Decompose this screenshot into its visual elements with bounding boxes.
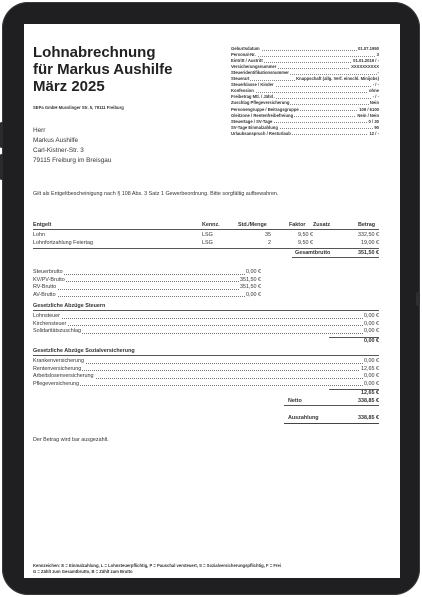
info-value: 01.07.1950: [358, 46, 379, 51]
entgelt-rule: [33, 248, 379, 249]
brutto-value: 0,00 €: [246, 269, 261, 275]
camera-notch: [416, 292, 420, 306]
dotted-leader: [33, 333, 379, 334]
dotted-leader: [33, 318, 379, 319]
info-value: 90: [374, 124, 379, 130]
sozial-row: [33, 366, 379, 373]
brutto-label: AV-Brutto: [33, 291, 56, 298]
gesamtbrutto-rule: [292, 257, 379, 258]
info-label: Versicherungsnummer: [231, 64, 277, 70]
col-header-faktor: Faktor: [289, 222, 306, 228]
steuer-value: 0,00 €: [364, 328, 379, 335]
info-row: [231, 100, 379, 106]
tablet-frame: [2, 2, 420, 595]
gesamtbrutto-value: 351,50 €: [358, 250, 379, 256]
auszahlung-label: Auszahlung: [288, 415, 319, 421]
info-label: Personengruppe / Beitragsgruppe: [231, 106, 299, 112]
sozial-row: [33, 358, 379, 365]
steuer-row: [33, 313, 379, 320]
dotted-leader: [33, 385, 379, 386]
payment-note: Der Betrag wird bar ausgezahlt.: [33, 437, 109, 443]
brutto-row: [33, 277, 261, 284]
sozial-label: Pflegeversicherung: [33, 380, 80, 387]
col-header-entgelt: Entgelt: [33, 222, 52, 228]
brutto-value: 351,50 €: [240, 284, 261, 291]
info-row: [231, 94, 379, 100]
entgelt-betrag: 19,00 €: [361, 240, 379, 246]
info-row: [231, 119, 379, 125]
steuer-label: Kirchensteuer: [33, 320, 67, 327]
recipient-city: 79115 Freiburg im Breisgau: [33, 157, 112, 164]
brutto-row: [33, 284, 261, 291]
brutto-label: RV-Brutto: [33, 284, 57, 291]
info-value: Nein: [369, 100, 379, 106]
info-row: [231, 46, 379, 52]
volume-down-button: [0, 154, 3, 180]
info-label: Eintritt / Austritt: [231, 58, 263, 64]
info-value: 3: [376, 52, 379, 58]
info-label: Steueridentifikationsnummer: [231, 70, 289, 76]
certificate-notice: Gilt als Entgeltbescheinigung nach § 108 Abs. 3 Satz 1 Gewerbeordnung. Bitte sorgfältig aufbewahren.: [33, 191, 279, 197]
info-row: [231, 107, 379, 113]
info-label: Geburtsdatum: [231, 46, 260, 51]
info-label: Konfession: [231, 88, 254, 94]
steuern-total: 0,00 €: [364, 338, 379, 344]
recipient-street: Carl-Kistner-Str. 3: [33, 147, 84, 154]
brutto-value: 0,00 €: [246, 291, 261, 298]
info-value: XXXXXXXXXX: [351, 64, 379, 70]
info-value: 01.01.2019 / -: [353, 58, 379, 64]
footer-legend-1: Kennzeichen: E = Einmalzahlung, L = Lohnsteuerpflichtig, P = Pauschal versteuert, S = Sozialversicherungspflichtig, F = Frei: [33, 563, 282, 568]
gesamtbrutto-label: Gesamtbrutto: [295, 250, 331, 256]
header-rule: [33, 229, 379, 230]
sozial-label: Arbeitslosenversicherung: [33, 373, 94, 380]
info-label: Personal-Nr.: [231, 52, 256, 58]
dotted-leader: [33, 274, 261, 275]
brutto-row: [33, 269, 261, 276]
sozial-value: 0,00 €: [364, 380, 379, 387]
info-label: Urlaubsanspruch / Resturlaub: [231, 130, 291, 136]
brutto-label: KV/PV-Brutto: [33, 276, 65, 283]
steuer-value: 0,00 €: [364, 320, 379, 327]
info-value: Nein / Nein: [357, 112, 379, 118]
sozial-label: Krankenversicherung: [33, 358, 84, 364]
col-header-betrag: Betrag: [358, 222, 376, 228]
info-label: Gleitzone / Rentenfreibefreiung: [231, 112, 294, 118]
info-value: - / -: [372, 94, 379, 100]
info-label: SV-Tage Einmalzahlung: [231, 124, 278, 130]
brutto-row: [33, 292, 261, 299]
netto-value: 338,85 €: [358, 398, 379, 404]
info-value: - / -: [372, 82, 379, 88]
entgelt-betrag: 332,50 €: [358, 232, 379, 238]
info-value: -: [377, 70, 379, 76]
steuern-rule: [33, 310, 379, 311]
recipient-name: Markus Aushilfe: [33, 137, 79, 144]
brutto-value: 351,50 €: [240, 276, 261, 283]
info-row: [231, 76, 379, 82]
title-line-3: März 2025: [33, 78, 105, 95]
info-row: [231, 82, 379, 88]
sozial-label: Rentenversicherung: [33, 365, 82, 372]
entgelt-faktor: 9,50 €: [298, 232, 313, 238]
info-value: 0 / 30: [368, 118, 379, 124]
info-row: [231, 52, 379, 58]
dotted-leader: [33, 325, 379, 326]
info-value: ohne: [368, 88, 379, 94]
info-value: 12 / -: [369, 130, 379, 136]
info-row: [231, 64, 379, 70]
netto-label: Netto: [288, 398, 302, 404]
sozial-row: [33, 373, 379, 380]
dotted-leader: [33, 296, 261, 297]
volume-up-button: [0, 122, 3, 148]
info-label: Zuschlag Pflegeversicherung: [231, 100, 290, 106]
steuer-label: Solidaritätszuschlag: [33, 328, 81, 335]
dotted-leader: [33, 289, 261, 290]
info-label: Steuertage / SV-Tage: [231, 118, 273, 124]
sozial-row: [33, 381, 379, 388]
col-header-zusatz: Zusatz: [313, 222, 331, 228]
steuer-value: 0,00 €: [364, 313, 379, 319]
netto-top-rule: [284, 405, 379, 406]
entgelt-name: Lohnfortzahlung Feiertag: [33, 240, 93, 246]
entgelt-std: 35: [265, 232, 271, 238]
sozial-total: 12,65 €: [361, 390, 379, 396]
title-line-1: Lohnabrechnung: [33, 44, 156, 61]
entgelt-name: Lohn: [33, 232, 45, 238]
steuern-heading: Gesetzliche Abzüge Steuern: [33, 303, 106, 309]
employer-line: SEPa GmbH Musslinger Str. 5, 79111 Freiburg: [33, 105, 124, 110]
sozial-heading: Gesetzliche Abzüge Sozialversicherung: [33, 348, 135, 354]
steuer-label: Lohnsteuer: [33, 313, 60, 319]
dotted-leader: [33, 281, 261, 282]
col-header-kennz: Kennz.: [202, 222, 220, 228]
col-header-std: Std./Menge: [238, 222, 267, 228]
sozial-value: 0,00 €: [364, 373, 379, 380]
info-label: Freibetrag Mtl. / Jährl.: [231, 94, 275, 100]
info-value: 109 / 6100: [359, 106, 379, 112]
auszahlung-value: 338,85 €: [358, 415, 379, 421]
entgelt-std: 2: [268, 240, 271, 246]
footer-legend-2: G = Zählt zum Gesamtbrutto, B = Zählt zum Brutto: [33, 569, 133, 574]
payslip-document: [24, 24, 400, 578]
info-row: [231, 88, 379, 94]
entgelt-kennz: LSG: [202, 232, 213, 238]
info-row: [231, 70, 379, 76]
info-row: [231, 125, 379, 131]
auszahlung-rule: [284, 423, 379, 424]
entgelt-faktor: 9,50 €: [298, 240, 313, 246]
info-value: Knappschaft (allg. Verf. einschl. Minijobs): [296, 76, 379, 82]
sozial-value: 0,00 €: [364, 358, 379, 364]
brutto-label: Steuerbrutto: [33, 269, 63, 275]
sozial-value: 12,65 €: [361, 365, 379, 372]
info-row: [231, 131, 379, 137]
dotted-leader: [33, 370, 379, 371]
sozial-rule: [33, 355, 379, 356]
info-label: Steuerart: [231, 76, 250, 82]
steuer-row: [33, 328, 379, 335]
entgelt-kennz: LSG: [202, 240, 213, 246]
info-row: [231, 58, 379, 64]
title-line-2: für Markus Aushilfe: [33, 61, 173, 78]
info-row: [231, 113, 379, 119]
recipient-salutation: Herr: [33, 127, 46, 134]
steuer-row: [33, 321, 379, 328]
table-row: [33, 240, 379, 247]
table-row: [33, 232, 379, 239]
info-label: Steuerklasse / Kinder: [231, 82, 274, 88]
